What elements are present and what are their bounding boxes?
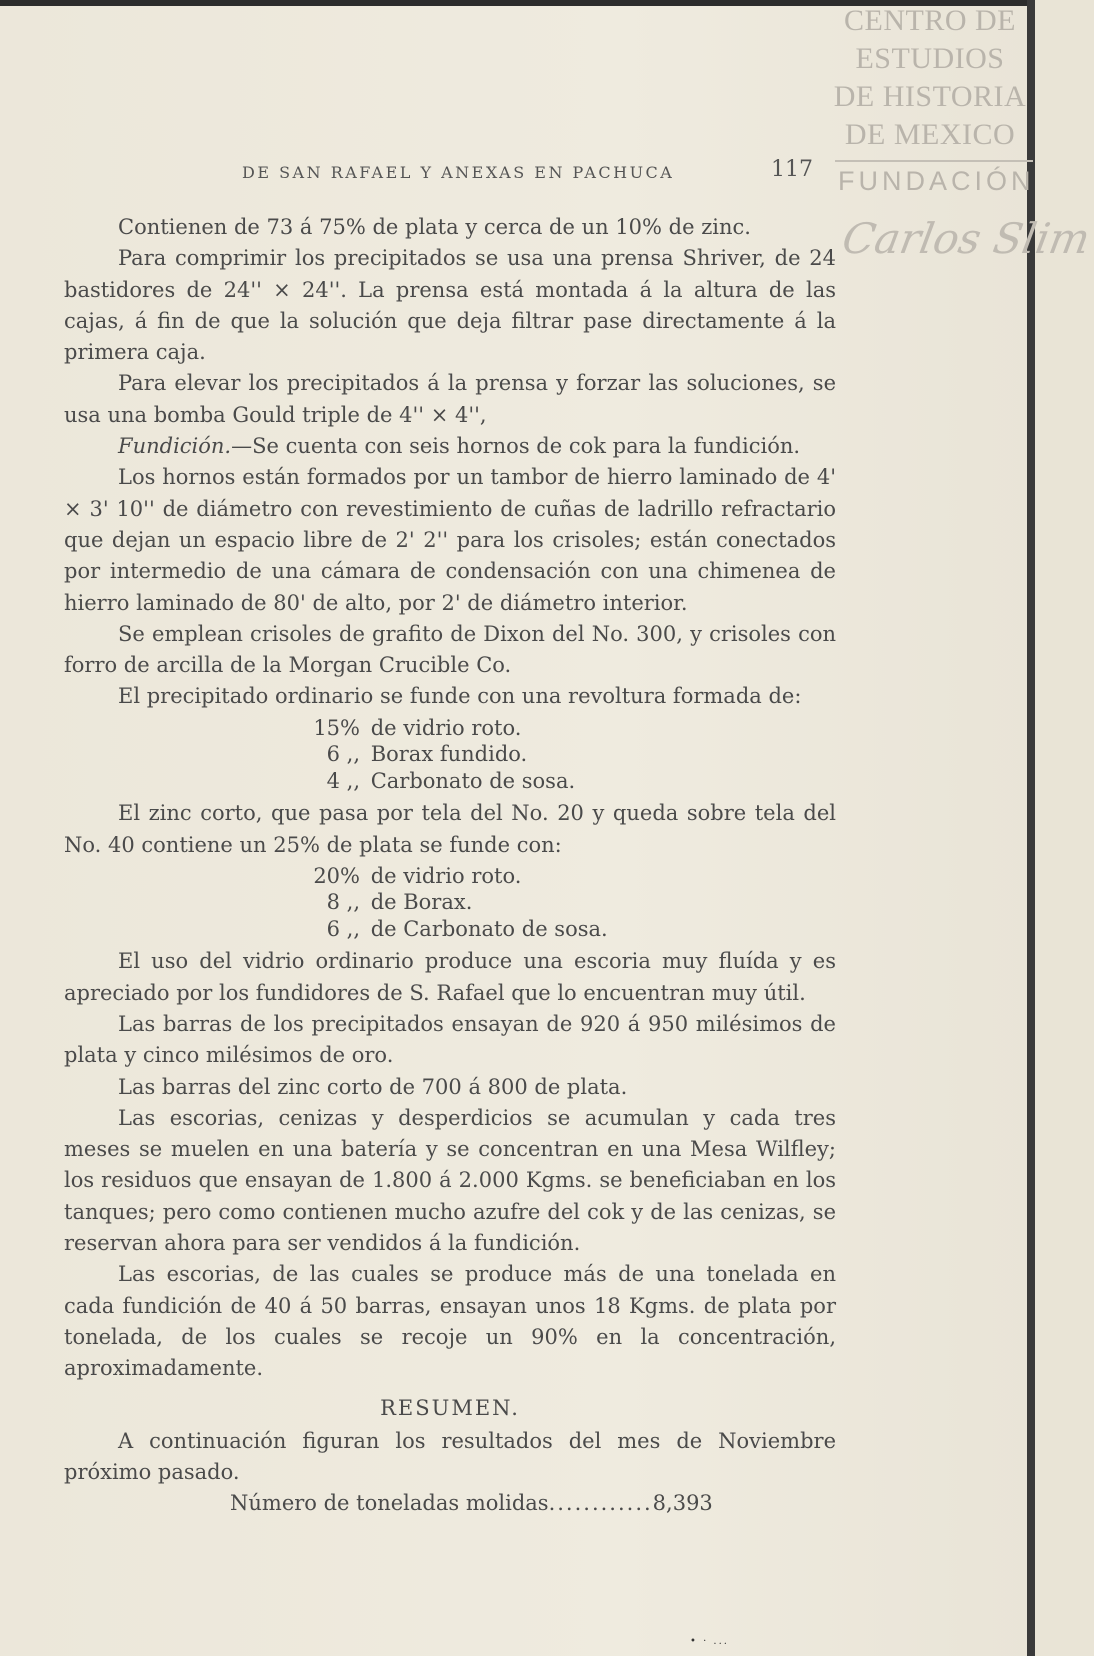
section-label: Fundición. — [118, 434, 232, 459]
mixture-item: Borax fundido. — [370, 742, 528, 767]
dot-leader: ............ — [548, 1491, 653, 1516]
mixture-row — [64, 741, 836, 768]
paragraph: El uso del vidrio ordinario produce una escoria muy fluída y es apreciado por los fundidores de S. Rafael que lo encuentran muy útil. — [64, 949, 836, 1005]
watermark-line: ESTUDIOS — [855, 42, 1005, 75]
mixture-qty: 20% — [313, 863, 360, 888]
mixture-item: de Carbonato de sosa. — [370, 916, 608, 941]
mixture-qty: 6 ,, — [326, 916, 360, 941]
mixture-qty: 8 ,, — [326, 890, 360, 915]
mixture-row — [64, 889, 836, 916]
mixture-row — [64, 916, 836, 943]
paragraph: Para elevar los precipitados á la prensa y forzar las soluciones, se usa una bomba Gould triple de 4'' × 4'', — [64, 371, 836, 427]
watermark-signature: Carlos Slim — [838, 214, 1094, 263]
mixture-row — [64, 715, 836, 742]
totals-value: 8,393 — [652, 1491, 713, 1516]
mixture-item: de vidrio roto. — [370, 715, 522, 740]
paragraph-fundicion — [64, 431, 836, 462]
watermark-line: DE HISTORIA — [833, 80, 1027, 113]
bottom-specks: • · ... — [690, 1636, 729, 1647]
page-number: 117 — [771, 157, 813, 182]
paragraph-text: —Se cuenta con seis hornos de cok para la fundición. — [231, 434, 801, 459]
paragraph: Las barras de los precipitados ensayan de 920 á 950 milésimos de plata y cinco milésimos de oro. — [64, 1011, 836, 1068]
paragraph: Las barras del zinc corto de 700 á 800 de plata. — [118, 1074, 628, 1099]
totals-row — [64, 1488, 836, 1519]
mixture-item: de vidrio roto. — [370, 863, 522, 888]
watermark-foundation: FUNDACIÓN — [838, 166, 1035, 196]
running-head: DE SAN RAFAEL Y ANEXAS EN PACHUCA — [242, 163, 675, 182]
paragraph: Para comprimir los precipitados se usa una prensa Shriver, de 24 bastidores de 24'' × 24''. La prensa está montada á la altura de las cajas, á fin de que la solución que deja filtrar pase directamente á la primera caja. — [64, 246, 836, 365]
mixture-row — [64, 768, 836, 795]
body-text — [64, 212, 836, 1520]
paragraph: Las escorias, cenizas y desperdicios se acumulan y cada tres meses se muelen en una batería y se concentran en una Mesa Wilfley; los residuos que ensayan de 1.800 á 2.000 Kgms. se beneficiaban en los tanques; pero como contienen mucho azufre del cok y de las cenizas, se reservan ahora para ser vendidos á la fundición. — [64, 1105, 836, 1256]
paragraph: Las escorias, de las cuales se produce más de una tonelada en cada fundición de 40 á 50 barras, ensayan unos 18 Kgms. de plata por tonelada, de los cuales se recoje un 90% en la concentración, aproximadamente. — [64, 1262, 836, 1381]
mixture-list-2 — [64, 863, 836, 943]
watermark-institution — [830, 2, 1030, 154]
paragraph: Contienen de 73 á 75% de plata y cerca de un 10% de zinc. — [118, 215, 751, 239]
paragraph: Los hornos están formados por un tambor de hierro laminado de 4' × 3' 10'' de diámetro con revestimiento de cuñas de ladrillo refractario que dejan un espacio libre de 2' 2'' para los crisoles; están conectados por intermedio de una cámara de condensación con una chimenea de hierro laminado de 80' de alto, por 2' de diámetro interior. — [64, 465, 836, 615]
mixture-qty: 4 ,, — [326, 768, 360, 793]
paragraph: El precipitado ordinario se funde con una revoltura formada de: — [118, 684, 802, 709]
paragraph: El zinc corto, que pasa por tela del No. 20 y queda sobre tela del No. 40 contiene un 25% de plata se funde con: — [64, 801, 836, 857]
paragraph: A continuación figuran los resultados del mes de Noviembre próximo pasado. — [64, 1428, 836, 1485]
watermark-line: DE MEXICO — [844, 118, 1016, 151]
mixture-list-1 — [64, 715, 836, 795]
mixture-item: Carbonato de sosa. — [370, 768, 576, 793]
watermark-divider — [835, 160, 1033, 162]
watermark-line: CENTRO DE — [844, 4, 1016, 37]
mixture-item: de Borax. — [370, 890, 473, 915]
totals-label: Número de toneladas molidas — [230, 1491, 549, 1516]
paragraph: Se emplean crisoles de grafito de Dixon del No. 300, y crisoles con forro de arcilla de la Morgan Crucible Co. — [64, 621, 836, 678]
mixture-qty: 15% — [313, 715, 360, 740]
mixture-qty: 6 ,, — [326, 742, 360, 767]
mixture-row — [64, 863, 836, 890]
section-heading: RESUMEN. — [380, 1395, 520, 1420]
